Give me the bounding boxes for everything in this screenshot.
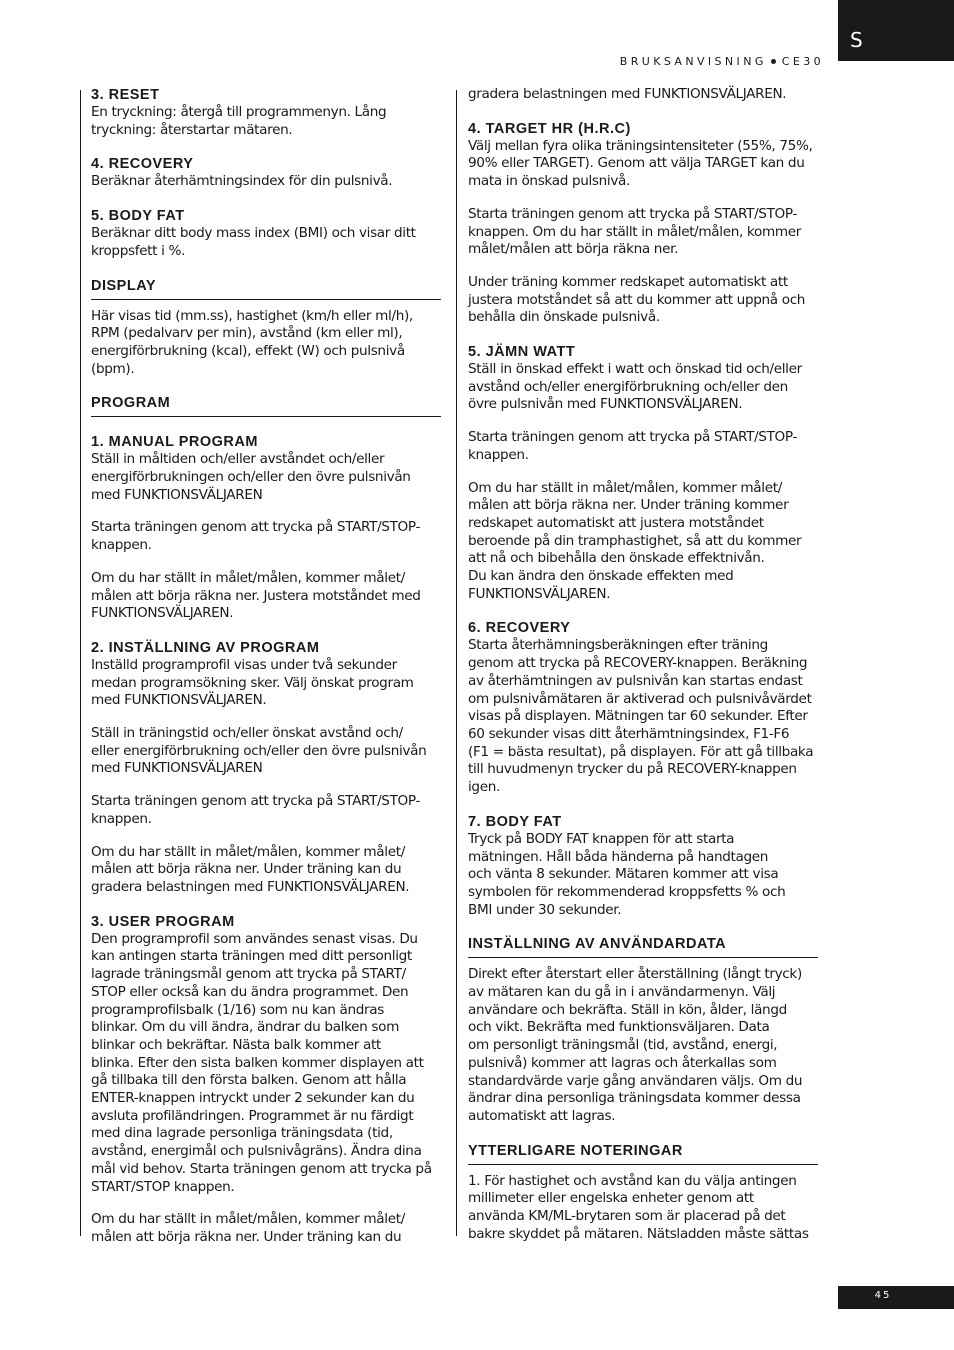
section-inställning-av-användardata	[468, 935, 818, 1125]
section-program	[91, 394, 441, 417]
section-4-recovery	[91, 155, 441, 191]
section-heading: 3. USER PROGRAM	[91, 913, 235, 930]
paragraph: Ställ in måltiden och/eller avståndet och/eller energiförbrukningen och/eller den övre pulsnivån med FUNKTIONSVÄLJAREN	[91, 451, 411, 503]
section-heading: 7. BODY FAT	[468, 813, 562, 830]
paragraph: Starta träningen genom att trycka på START/STOP- knappen.	[468, 429, 797, 463]
section-1-manual-program	[91, 433, 441, 623]
paragraph: Välj mellan fyra olika träningsintensiteter (55%, 75%, 90% eller TARGET). Genom att välja TARGET kan du mata in önskad pulsnivå.	[468, 137, 813, 190]
paragraph: Under träning kommer redskapet automatiskt att justera motståndet så att du kommer att uppnå och behålla din önskade pulsnivå.	[468, 273, 806, 326]
section-heading: DISPLAY	[91, 277, 441, 300]
paragraph: Starta återhämningsberäkningen efter träning genom att trycka på RECOVERY-knappen. Beräkning av återhämtningen av pulsnivån kan startas endast om pulsnivåmätaren är aktiverad och pulsnivåvärdet visas på displayen. Mätningen tar 60 sekunder. Efter 60 sekunder visas ditt återhämtningsindex, F1-F6 (F1 = bästa resultat), på displayen. För att gå tillbaka till huvudmenyn trycker du på RECOVERY-knappen igen.	[468, 637, 814, 796]
page-header	[620, 55, 824, 68]
paragraph: 1. För hastighet och avstånd kan du välja antingen millimeter eller engelska enheter genom att använda KM/ML-brytaren som är placerad på det bakre skyddet på mätaren. Nätsladden måste sättas	[468, 1172, 809, 1242]
section-ytterligare-noteringar	[468, 1142, 818, 1244]
paragraph: En tryckning: återgå till programmenyn. Lång tryckning: återstartar mätaren.	[91, 104, 387, 138]
paragraph: Om du har ställt in målet/målen, kommer målet/ målen att börja räkna ner. Under träning kan du	[91, 1211, 405, 1245]
paragraph: Om du har ställt in målet/målen, kommer målet/ målen att börja räkna ner. Under träning kommer redskapet automatiskt att justera motståndet beroende på din tramphastighet, så att du kommer att nå och bibehålla den önskade effektnivån. Du kan ändra den önskade effekten med FUNKTIONSVÄLJAREN.	[468, 479, 802, 602]
paragraph: Starta träningen genom att trycka på START/STOP- knappen.	[91, 519, 420, 554]
section-4-target-hr-h-r-c	[468, 120, 818, 327]
model-name: CE30	[781, 55, 824, 68]
section-heading: 5. JÄMN WATT	[468, 344, 576, 361]
paragraph: Ställ in träningstid och/eller önskat avstånd och/ eller energiförbrukning och/eller den övre pulsnivån med FUNKTIONSVÄLJAREN	[91, 725, 427, 777]
paragraph: Inställd programprofil visas under två sekunder medan programsökning sker. Välj önskat program med FUNKTIONSVÄLJAREN.	[91, 656, 414, 709]
section-6-recovery	[468, 619, 818, 796]
paragraph: Starta träningen genom att trycka på START/STOP- knappen. Om du har ställt in målet/målen, kommer målet/målen att börja räkna ner.	[468, 205, 801, 258]
section-continued	[468, 86, 818, 104]
section-5-jämn-watt	[468, 343, 818, 603]
section-heading: YTTERLIGARE NOTERINGAR	[468, 1142, 818, 1165]
paragraph: Ställ in önskad effekt i watt och önskad tid och/eller avstånd och/eller energiförbrukning och/eller den övre pulsnivån med FUNKTIONSVÄLJAREN.	[468, 361, 802, 413]
section-heading: 4. TARGET HR (H.R.C)	[468, 120, 631, 137]
paragraph: Beräknar återhämtningsindex för din pulsnivå.	[91, 173, 393, 190]
page-number: 45	[838, 1286, 954, 1309]
section-heading: 6. RECOVERY	[468, 620, 571, 637]
section-heading: 4. RECOVERY	[91, 156, 194, 173]
language-tab	[838, 0, 954, 61]
document-title: BRUKSANVISNING	[619, 55, 767, 68]
paragraph: Här visas tid (mm.ss), hastighet (km/h eller ml/h), RPM (pedalvarv per min), avstånd (km eller ml), energiförbrukning (kcal), effekt (W) och pulsnivå (bpm).	[91, 307, 413, 377]
section-heading: 2. INSTÄLLNING AV PROGRAM	[91, 639, 320, 656]
paragraph: gradera belastningen med FUNKTIONSVÄLJAREN.	[468, 86, 787, 102]
section-display	[91, 277, 441, 379]
left-column-rule	[80, 90, 81, 1236]
section-heading: 1. MANUAL PROGRAM	[91, 434, 258, 451]
section-2-inställning-av-program	[91, 639, 441, 897]
section-3-user-program	[91, 913, 441, 1247]
right-column-rule	[456, 90, 457, 1236]
section-heading: INSTÄLLNING AV ANVÄNDARDATA	[468, 935, 818, 958]
paragraph: Tryck på BODY FAT knappen för att starta mätningen. Håll båda händerna på handtagen och vänta 8 sekunder. Mätaren kommer att visa symbolen för rekommenderad kroppsfetts % och BMI under 30 sekunder.	[468, 830, 786, 918]
paragraph: Starta träningen genom att trycka på START/STOP- knappen.	[91, 793, 420, 827]
section-heading: 3. RESET	[91, 87, 160, 103]
right-column	[468, 86, 818, 1259]
language-code: S	[850, 28, 863, 52]
paragraph: Den programprofil som användes senast visas. Du kan antingen starta träningen med ditt personligt lagrade träningsmål genom att trycka på START/ STOP eller också kan du ändra programmet. Den programprofilsbalk (1/16) som nu kan ändras blinkar. Om du vill ändra, ändrar du balken som blinkar och bekräftar. Nästa balk kommer att blinka. Efter den sista balken kommer displayen att gå tillbaka till den första balken. Genom att hålla ENTER-knappen intryckt under 2 sekunder kan du avsluta profiländringen. Programmet är nu färdigt med dina lagrade personliga träningsdata (tid, avstånd, energimål och pulsnivågräns). Ändra dina mål vid behov. Starta träningen genom att trycka på START/STOP knappen.	[91, 930, 432, 1195]
section-heading: PROGRAM	[91, 394, 441, 417]
paragraph: Om du har ställt in målet/målen, kommer målet/ målen att börja räkna ner. Under träning kan du gradera belastningen med FUNKTIONSVÄLJAREN.	[91, 843, 410, 895]
section-heading: 5. BODY FAT	[91, 208, 185, 225]
section-3-reset	[91, 86, 441, 139]
left-column	[91, 86, 441, 1263]
section-5-body-fat	[91, 207, 441, 260]
paragraph: Direkt efter återstart eller återställning (långt tryck) av mätaren kan du gå in i användarmenyn. Välj användare och bekräfta. Ställ in kön, ålder, längd och vikt. Bekräfta med funktionsväljaren. Data om personligt träningsmål (tid, avstånd, energi, pulsnivå) kommer att lagras och återkallas som standardvärde varje gång användaren väljs. Om du ändrar dina personliga träningsdata kommer dessa automatiskt att lagras.	[468, 966, 803, 1124]
bullet-dot-icon	[771, 59, 776, 64]
paragraph: Om du har ställt in målet/målen, kommer målet/ målen att börja räkna ner. Justera motståndet med FUNKTIONSVÄLJAREN.	[91, 569, 421, 622]
paragraph: Beräknar ditt body mass index (BMI) och visar ditt kroppsfett i %.	[91, 225, 416, 259]
section-7-body-fat	[468, 813, 818, 920]
